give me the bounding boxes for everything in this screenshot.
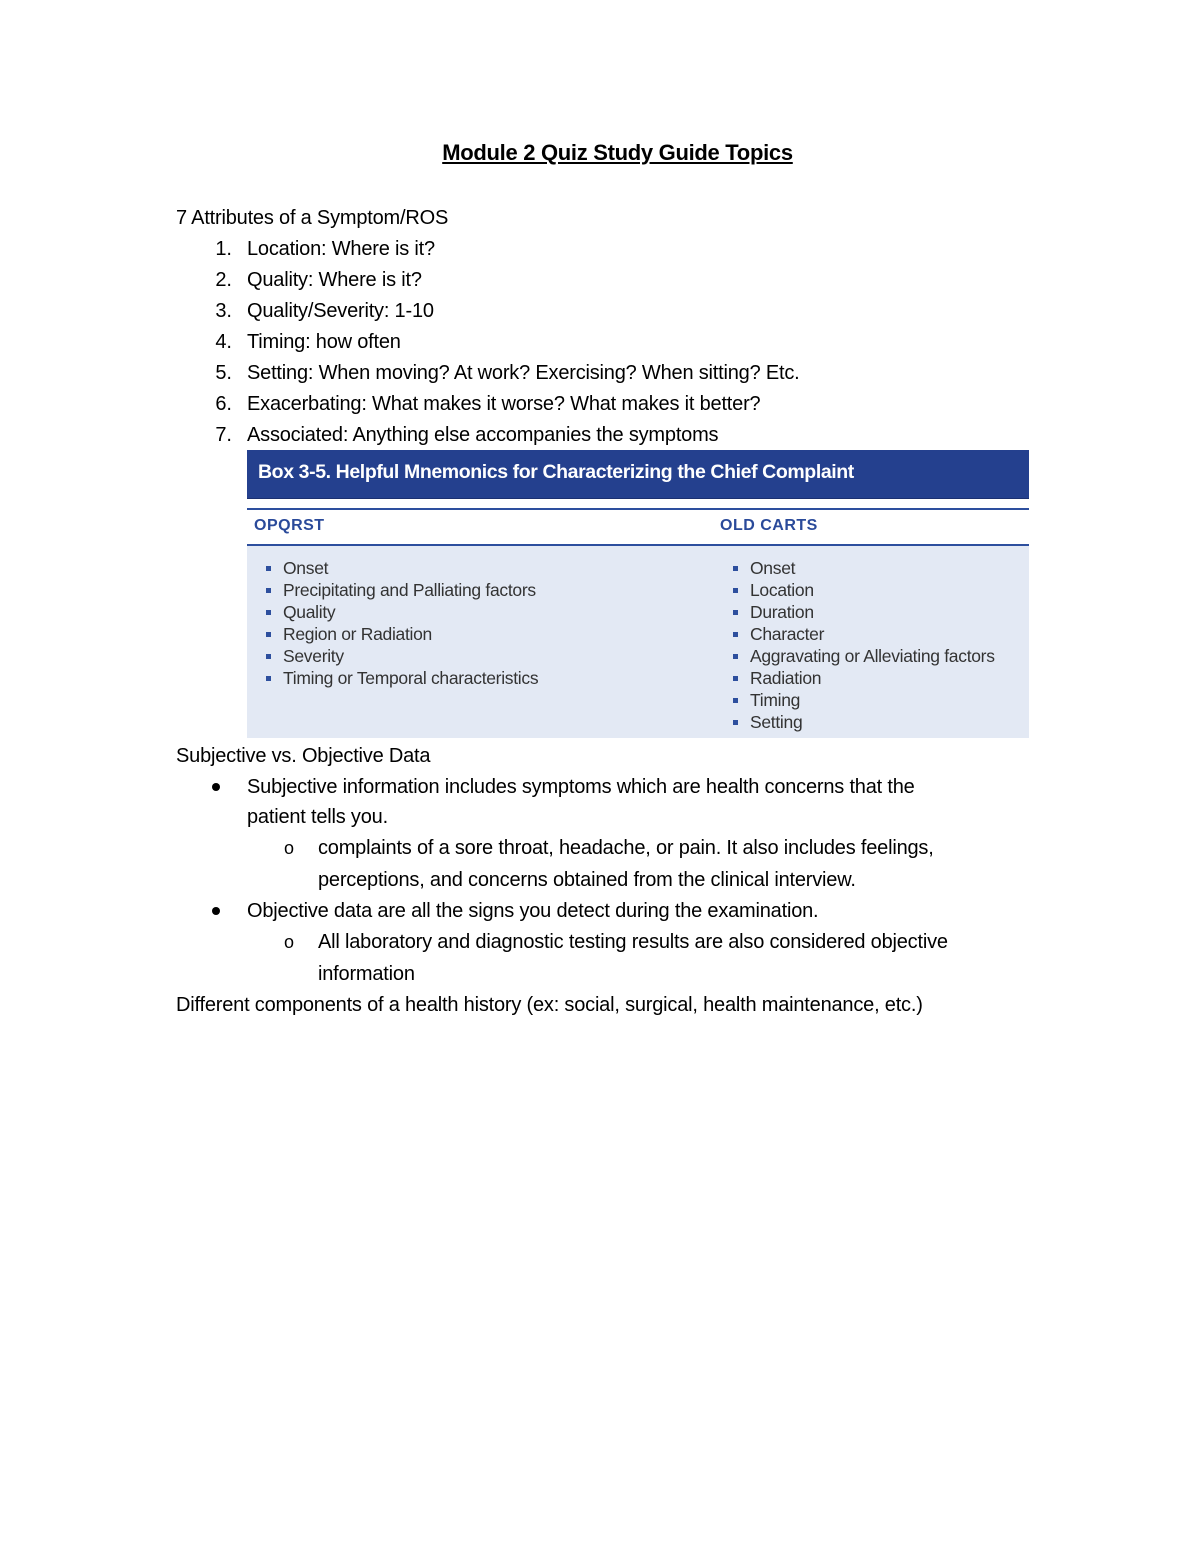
bullet-square-icon [733,654,738,659]
subjective-sub-bullet-cont: perceptions, and concerns obtained from the clinical interview. [318,869,856,891]
list-number: 5. [215,362,232,384]
list-item: Onset [750,558,796,578]
list-item: Associated: Anything else accompanies the symptoms [247,424,719,446]
attributes-heading: 7 Attributes of a Symptom/ROS [176,207,449,229]
divider [247,508,1029,510]
list-item: Precipitating and Palliating factors [283,580,536,600]
opqrst-heading: OPQRST [254,517,325,534]
list-item: Setting: When moving? At work? Exercising? When sitting? Etc. [247,362,800,384]
bullet-square-icon [733,610,738,615]
list-item: Location: Where is it? [247,238,435,260]
objective-bullet: Objective data are all the signs you detect during the examination. [247,900,819,922]
subjective-heading: Subjective vs. Objective Data [176,745,431,767]
list-item: Region or Radiation [283,624,432,644]
list-item: Timing [750,690,801,710]
bullet-square-icon [266,676,271,681]
list-number: 6. [215,393,232,415]
oldcarts-heading: OLD CARTS [720,517,818,534]
list-number: 4. [215,331,232,353]
box-header [247,450,1029,499]
list-item: Character [750,624,825,644]
bullet-dot-icon [212,783,220,791]
subjective-sub-bullet: complaints of a sore throat, headache, or pain. It also includes feelings, [318,837,934,859]
bullet-dot-icon [212,907,220,915]
bullet-square-icon [733,632,738,637]
list-item: Aggravating or Alleviating factors [750,646,995,666]
bullet-square-icon [266,566,271,571]
bullet-square-icon [733,676,738,681]
list-item: Setting [750,712,803,732]
list-item: Location [750,580,814,600]
list-item: Radiation [750,668,822,688]
list-item: Quality/Severity: 1-10 [247,300,434,322]
list-number: 2. [215,269,232,291]
list-number: 1. [215,238,232,260]
health-history-line: Different components of a health history (ex: social, surgical, health maintenance, etc.) [176,994,923,1016]
list-item: Quality: Where is it? [247,269,422,291]
bullet-circle-icon: o [284,932,295,952]
page-title: Module 2 Quiz Study Guide Topics [442,140,793,165]
bullet-square-icon [733,566,738,571]
bullet-square-icon [733,720,738,725]
bullet-square-icon [733,698,738,703]
list-item: Onset [283,558,329,578]
list-item: Exacerbating: What makes it worse? What makes it better? [247,393,761,415]
list-item: Timing or Temporal characteristics [283,668,539,688]
bullet-circle-icon: o [284,838,295,858]
list-item: Severity [283,646,344,666]
subjective-bullet-1-cont: patient tells you. [247,806,388,828]
bullet-square-icon [266,610,271,615]
list-number: 7. [215,424,232,446]
objective-sub-bullet: All laboratory and diagnostic testing results are also considered objective [318,931,948,953]
box-title: Box 3-5. Helpful Mnemonics for Characterizing the Chief Complaint [258,461,854,483]
objective-sub-bullet-cont: information [318,963,415,985]
bullet-square-icon [733,588,738,593]
bullet-square-icon [266,588,271,593]
list-item: Quality [283,602,336,622]
list-item: Duration [750,602,814,622]
bullet-square-icon [266,632,271,637]
list-number: 3. [215,300,232,322]
bullet-square-icon [266,654,271,659]
subjective-bullet-1: Subjective information includes symptoms which are health concerns that the [247,776,915,798]
list-item: Timing: how often [247,331,401,353]
